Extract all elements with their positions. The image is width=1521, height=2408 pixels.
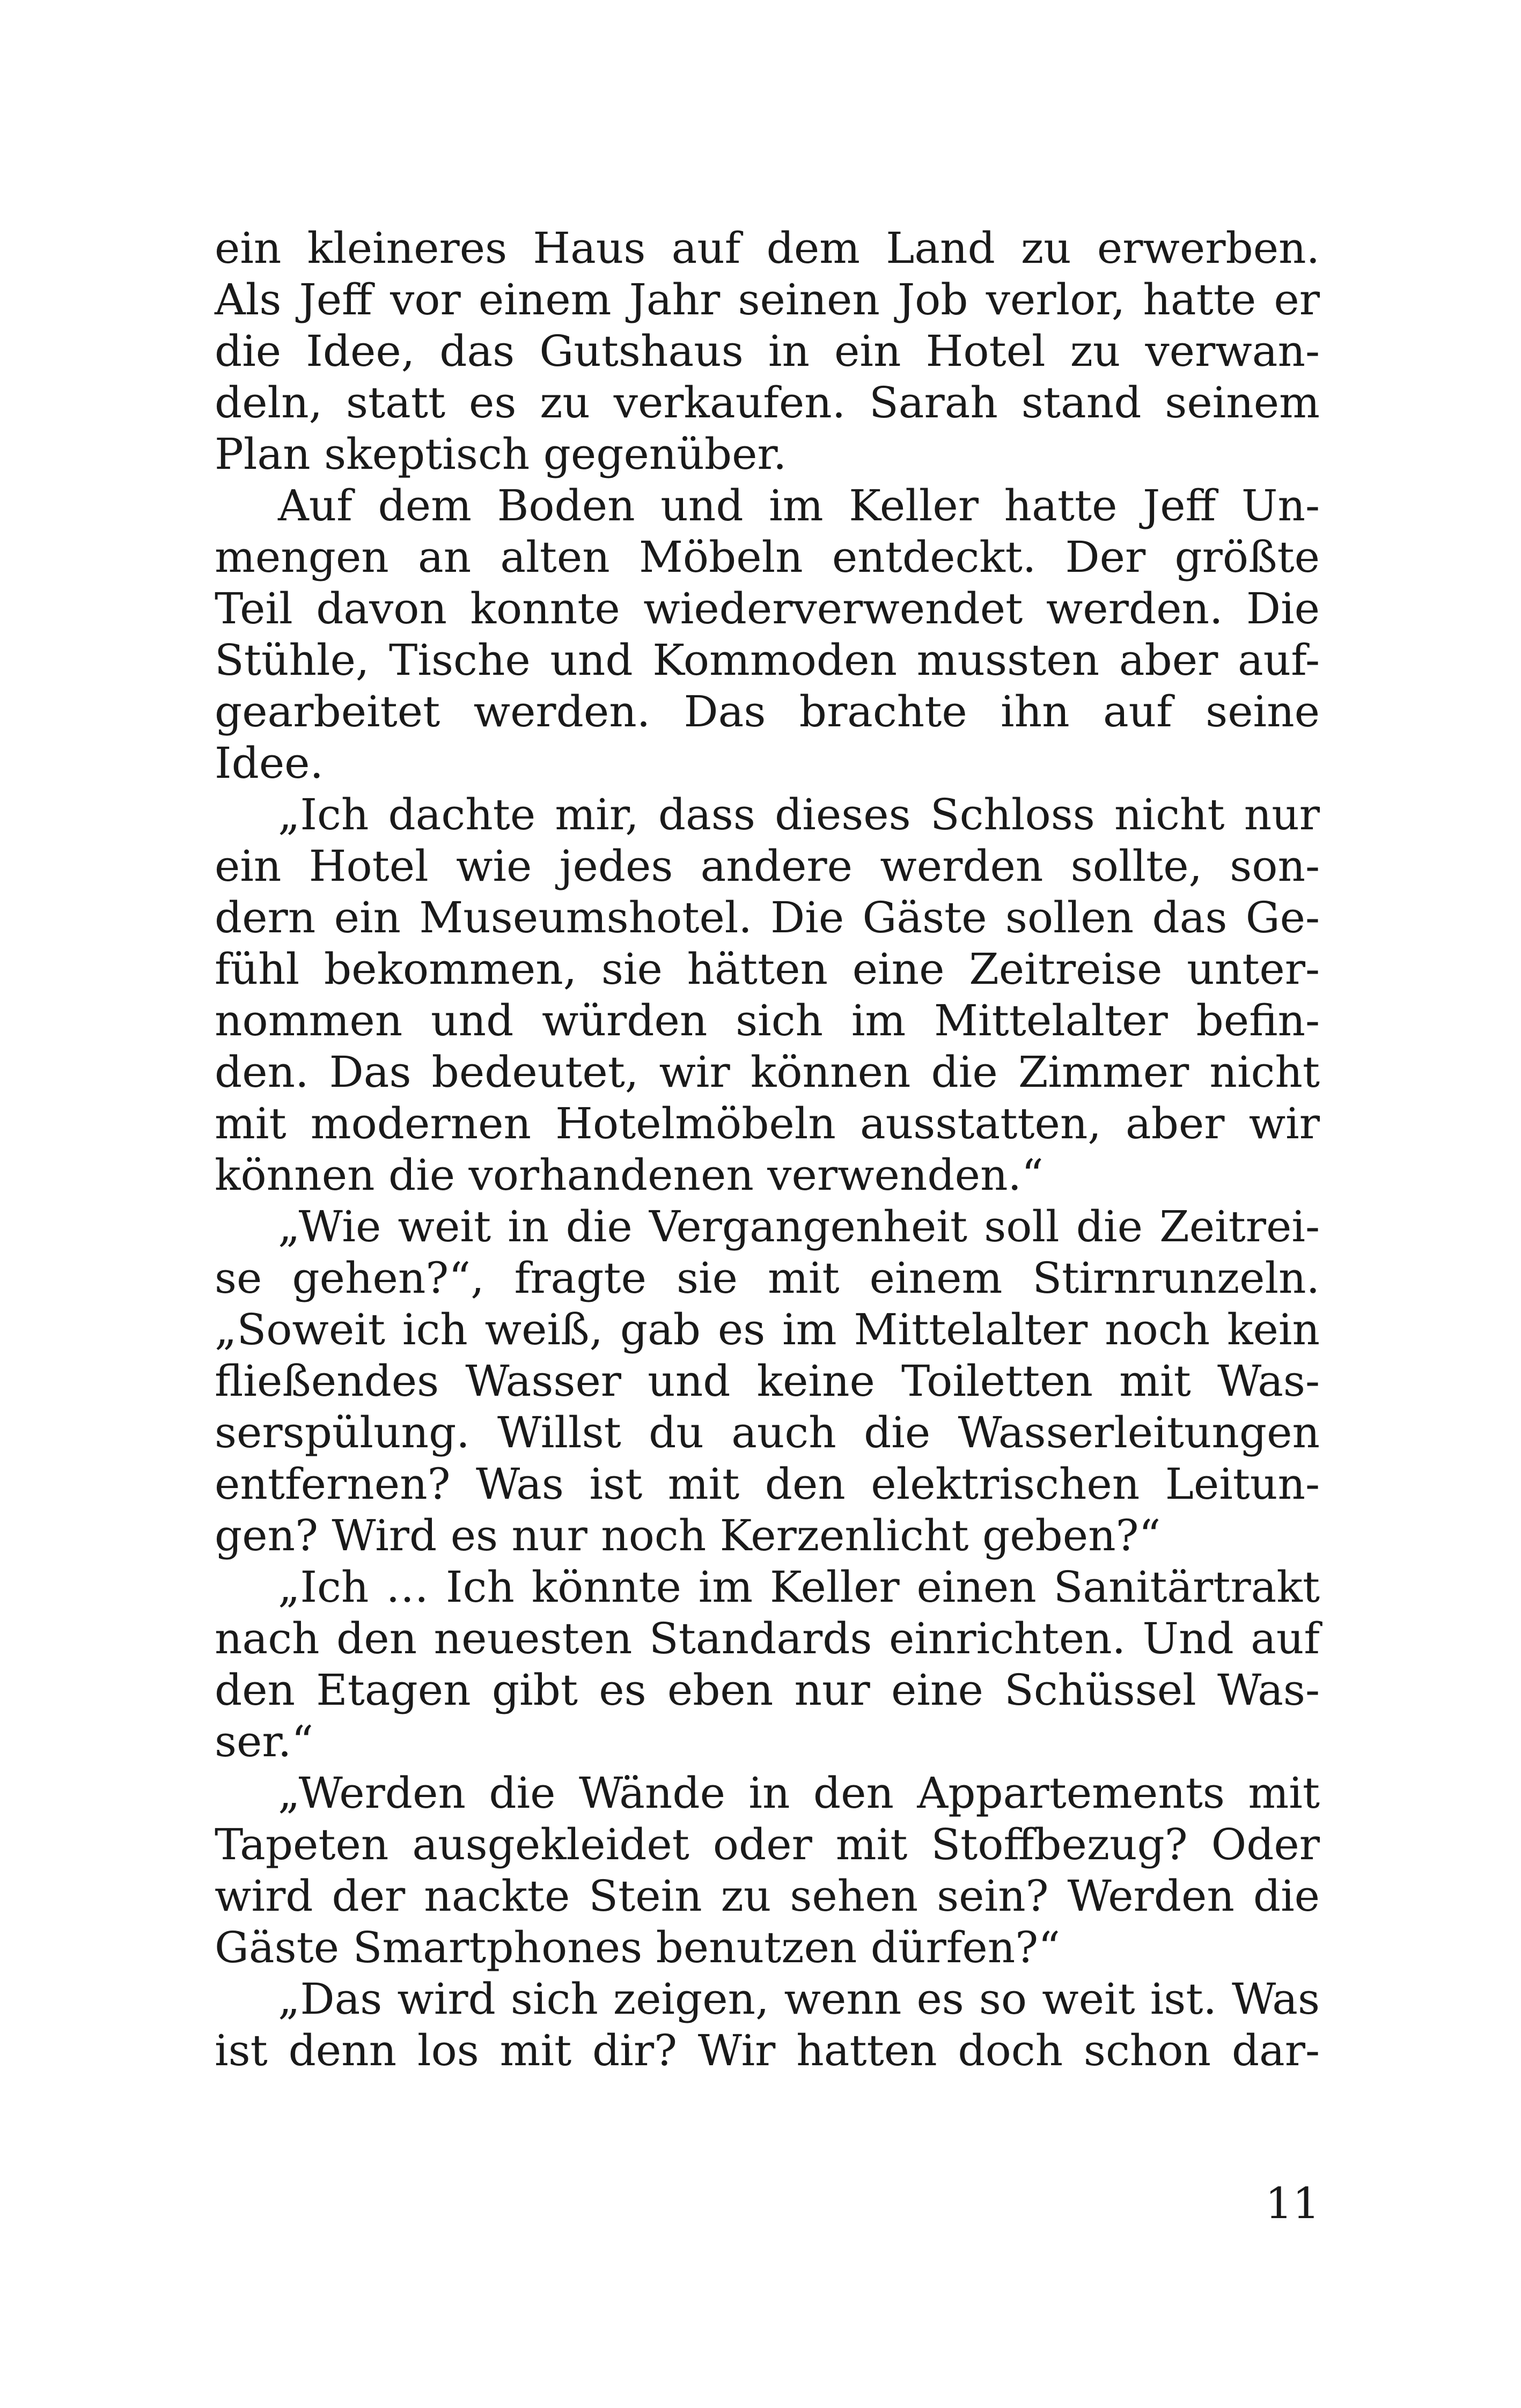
text-line: „Werden die Wände in den Appartements mit <box>278 1768 1320 1818</box>
text-line: „Soweit ich weiß, gab es im Mittelalter noch kein <box>215 1305 1320 1354</box>
text-line: Tapeten ausgekleidet oder mit Stoffbezug? Oder <box>215 1820 1320 1869</box>
text-line: mengen an alten Möbeln entdeckt. Der größte <box>215 532 1320 582</box>
text-line: dern ein Museumshotel. Die Gäste sollen das Ge- <box>215 893 1320 942</box>
text-line: „Ich … Ich könnte im Keller einen Sanitärtrakt <box>278 1562 1320 1612</box>
text-line: Teil davon konnte wiederverwendet werden. Die <box>215 584 1320 634</box>
text-line: die Idee, das Gutshaus in ein Hotel zu verwan- <box>215 326 1320 376</box>
text-line: Als Jeff vor einem Jahr seinen Job verlor, hatte er <box>215 275 1320 325</box>
text-line: fühl bekommen, sie hätten eine Zeitreise unter- <box>215 944 1320 994</box>
page-number: 11 <box>1265 2178 1320 2228</box>
text-line: gen? Wird es nur noch Kerzenlicht geben?“ <box>215 1511 1161 1560</box>
text-line: wird der nackte Stein zu sehen sein? Werden die <box>215 1871 1320 1921</box>
text-line: ein Hotel wie jedes andere werden sollte, son- <box>215 841 1320 891</box>
text-line: fließendes Wasser und keine Toiletten mit Was- <box>215 1356 1320 1406</box>
text-line: Gäste Smartphones benutzen dürfen?“ <box>215 1923 1061 1972</box>
text-line: Idee. <box>215 738 324 788</box>
text-line: Auf dem Boden und im Keller hatte Jeff Un- <box>278 481 1320 531</box>
text-line: den. Das bedeutet, wir können die Zimmer nicht <box>215 1047 1320 1097</box>
text-line: „Das wird sich zeigen, wenn es so weit ist. Was <box>278 1974 1320 2024</box>
text-line: ein kleineres Haus auf dem Land zu erwerben. <box>215 223 1320 273</box>
text-line: gearbeitet werden. Das brachte ihn auf seine <box>215 687 1320 737</box>
text-line: Stühle, Tische und Kommoden mussten aber auf- <box>215 635 1320 685</box>
text-line: deln, statt es zu verkaufen. Sarah stand seinem <box>215 378 1320 428</box>
text-line: ist denn los mit dir? Wir hatten doch schon dar- <box>215 2026 1320 2075</box>
text-line: „Ich dachte mir, dass dieses Schloss nicht nur <box>278 790 1320 840</box>
text-line: Plan skeptisch gegenüber. <box>215 429 787 479</box>
text-line: nach den neuesten Standards einrichten. Und auf <box>215 1614 1320 1663</box>
text-line: „Wie weit in die Vergangenheit soll die Zeitrei- <box>278 1202 1320 1251</box>
text-line: se gehen?“, fragte sie mit einem Stirnrunzeln. <box>215 1253 1320 1303</box>
text-line: mit modernen Hotelmöbeln ausstatten, aber wir <box>215 1099 1320 1148</box>
text-line: den Etagen gibt es eben nur eine Schüssel Was- <box>215 1665 1320 1715</box>
text-line: entfernen? Was ist mit den elektrischen Leitun- <box>215 1459 1320 1509</box>
text-line: ser.“ <box>215 1717 314 1766</box>
text-line: können die vorhandenen verwenden.“ <box>215 1150 1044 1200</box>
text-line: nommen und würden sich im Mittelalter befin- <box>215 996 1320 1045</box>
body-text <box>215 223 1320 2076</box>
text-line: serspülung. Willst du auch die Wasserleitungen <box>215 1408 1320 1457</box>
